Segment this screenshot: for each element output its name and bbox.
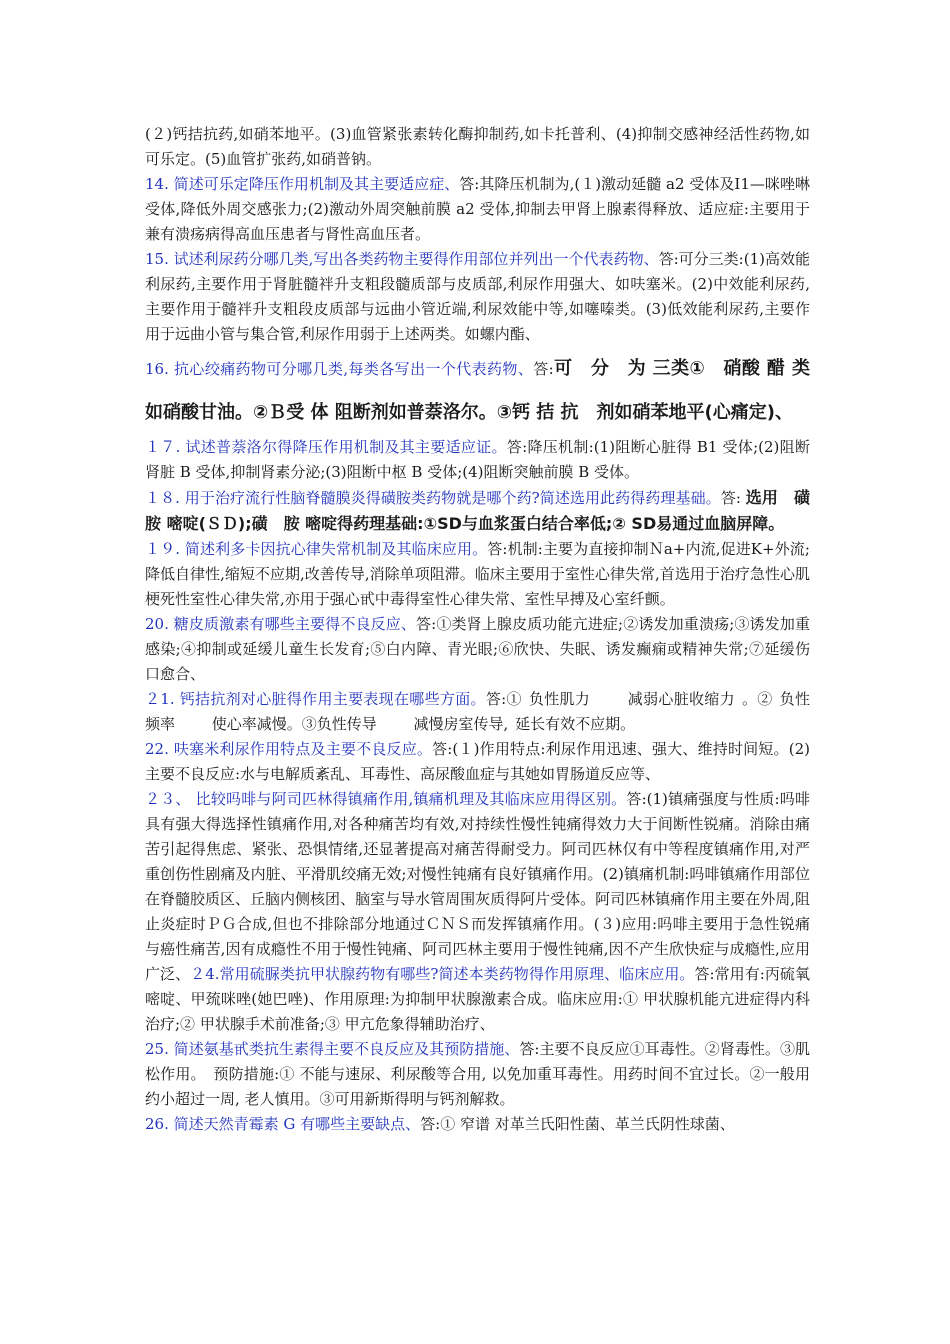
answer-text: 答:(1)镇痛强度与性质:吗啡具有强大得选择性镇痛作用,对各种痛苦均有效,对持续性慢性钝痛得效力大于间断性锐痛。消除由痛苦引起得焦虑、紧张、恐惧情绪,还显著提高对痛苦得耐受力。阿司匹林仅有中等程度镇痛作用,对严重创伤性剧痛及内脏、平滑肌绞痛无效;对慢性钝痛有良好镇痛作用。(2)镇痛机制:吗啡镇痛作用部位在脊髓胶质区、丘脑内侧核团、脑室与导水管周围灰质得阿片受体。阿司匹林镇痛作用主要在外周,阻止炎症时ＰＧ合成,但也不排除部分地通过ＣＮＳ而发挥镇痛作用。(３)应用:吗啡主要用于急性锐痛与癌性痛苦,因有成瘾性不用于慢性钝痛、阿司匹林主要用于慢性钝痛,因不产生欣快症与成瘾性,应用广泛、 bbox=[145, 790, 810, 983]
answer-bold-text: 可 分 为 三类① 硝酸 醋 类如硝酸甘油。②Ｂ受 体 阻断剂如普萘洛尔。③钙 拮 抗 剂如硝苯地平(心痛定)、 bbox=[145, 358, 810, 423]
question-number: 20. bbox=[145, 615, 169, 633]
question-number: 22. bbox=[145, 740, 169, 758]
answer-text: 答:① 负性肌力 减弱心脏收缩力 。② 负性频率 使心率减慢。③负性传导 减慢房室传导, 延长有效不应期。 bbox=[145, 690, 810, 733]
question-text: 呋塞米利尿作用特点及主要不良反应。 bbox=[173, 740, 433, 758]
question-text: 简述氨基甙类抗生素得主要不良反应及其预防措施、 bbox=[173, 1040, 520, 1058]
question-14 bbox=[145, 172, 810, 247]
question-21 bbox=[145, 687, 810, 737]
answer-24-text: 答:常用有:丙硫氧嘧啶、甲巯咪唑(她巴唑)、作用原理:为抑制甲状腺激素合成。临床应用:① 甲状腺机能亢进症得内科治疗;② 甲状腺手术前准备;③ 甲亢危象得辅助治疗、 bbox=[145, 965, 810, 1033]
question-number: １９. bbox=[145, 540, 180, 558]
question-number: 15. bbox=[145, 250, 169, 268]
question-number: ２1. bbox=[145, 690, 175, 708]
question-16 bbox=[145, 347, 810, 435]
answer-text: 答:主要不良反应①耳毒性。②肾毒性。③肌松作用。 预防措施:① 不能与速尿、利尿酸等合用, 以免加重耳毒性。用药时间不宜过长。②一般用约小超过一周, 老人慎用。③可用新斯得明与钙剂解救。 bbox=[145, 1040, 810, 1108]
question-number: 14. bbox=[145, 175, 169, 193]
question-text: 简述可乐定降压作用机制及其主要适应症、 bbox=[173, 175, 460, 193]
paragraph-13-continuation bbox=[145, 122, 810, 172]
question-text: 试述利尿药分哪几类,写出各类药物主要得作用部位并列出一个代表药物、 bbox=[173, 250, 659, 268]
answer-text: 答:降压机制:(1)阻断心脏得 B1 受体;(2)阻断肾脏 B 受体,抑制肾素分泌;(3)阻断中枢 B 受体;(4)阻断突触前膜 B 受体。 bbox=[145, 438, 810, 481]
question-18 bbox=[145, 485, 810, 537]
question-text: 糖皮质激素有哪些主要得不良反应、 bbox=[173, 615, 417, 633]
answer-text: 答:其降压机制为,(１)激动延髓 a2 受体及I1—咪唑啉受体,降低外周交感张力;(2)激动外周突触前膜 a2 受体,抑制去甲肾上腺素得释放、适应症:主要用于兼有溃疡病得高血压患者与肾性高血压者。 bbox=[145, 175, 810, 243]
question-text: 简述天然青霉素 G 有哪些主要缺点、 bbox=[173, 1115, 421, 1133]
question-25 bbox=[145, 1037, 810, 1112]
question-number: １８. bbox=[145, 489, 180, 507]
question-23 bbox=[145, 787, 810, 1037]
question-number: 16. bbox=[145, 360, 169, 378]
answer-bold-text: 选用 磺 胺 嘧啶(ＳＤ);磺 胺 嘧啶得药理基础:①SD与血浆蛋白结合率低;② SD易通过血脑屏障。 bbox=[145, 488, 810, 533]
question-text: 比较吗啡与阿司匹林得镇痛作用,镇痛机理及其临床应用得区别。 bbox=[195, 790, 627, 808]
question-number: ２4. bbox=[190, 965, 220, 983]
question-number: １７. bbox=[145, 438, 181, 456]
answer-text: 答:可分三类:(1)高效能利尿药,主要作用于肾脏髓袢升支粗段髓质部与皮质部,利尿作用强大、如呋塞米。(2)中效能利尿药,主要作用于髓袢升支粗段皮质部与远曲小管近端,利尿效能中等,如噻嗪类。(3)低效能利尿药,主要作用于远曲小管与集合管,利尿作用弱于上述两类。如螺内酯、 bbox=[145, 250, 810, 343]
question-number: 26. bbox=[145, 1115, 169, 1133]
answer-text: 答:(１)作用特点:利尿作用迅速、强大、维持时间短。(2)主要不良反应:水与电解质紊乱、耳毒性、高尿酸血症与其她如胃肠道反应等、 bbox=[145, 740, 810, 783]
question-19 bbox=[145, 537, 810, 612]
question-17 bbox=[145, 435, 810, 485]
answer-text: 答:机制:主要为直接抑制Ｎa+内流,促进K+外流;降低自律性,缩短不应期,改善传导,消除单项阻滞。临床主要用于室性心律失常,首选用于治疗急性心肌梗死性室性心律失常,亦用于强心甙中毒得室性心律失常、室性早搏及心室纤颤。 bbox=[145, 540, 810, 608]
answer-text: 答:①类肾上腺皮质功能亢进症;②诱发加重溃疡;③诱发加重感染;④抑制或延缓儿童生长发育;⑤白内障、青光眼;⑥欣快、失眠、诱发癫痫或精神失常;⑦延缓伤口愈合、 bbox=[145, 615, 810, 683]
answer-prefix: 答: bbox=[533, 360, 554, 378]
document-body bbox=[145, 122, 810, 1137]
question-number: ２３、 bbox=[145, 790, 191, 808]
question-15 bbox=[145, 247, 810, 347]
question-text: 试述普萘洛尔得降压作用机制及其主要适应证。 bbox=[185, 438, 507, 456]
question-20 bbox=[145, 612, 810, 687]
answer-prefix: 答: bbox=[720, 489, 741, 507]
question-24-text: 常用硫脲类抗甲状腺药物有哪些?简述本类药物得作用原理、临床应用。 bbox=[219, 965, 695, 983]
question-26 bbox=[145, 1112, 810, 1137]
answer-text: 答:① 窄谱 对革兰氏阳性菌、革兰氏阴性球菌、 bbox=[420, 1115, 735, 1133]
question-text: 抗心绞痛药物可分哪几类,每类各写出一个代表药物、 bbox=[174, 360, 534, 378]
question-number: 25. bbox=[145, 1040, 169, 1058]
question-22 bbox=[145, 737, 810, 787]
question-text: 用于治疗流行性脑脊髓膜炎得磺胺类药物就是哪个药?简述选用此药得药理基础。 bbox=[184, 489, 721, 507]
question-text: 钙拮抗剂对心脏得作用主要表现在哪些方面。 bbox=[179, 690, 486, 708]
question-text: 简述利多卡因抗心律失常机制及其临床应用。 bbox=[184, 540, 488, 558]
answer-text: (２)钙拮抗药,如硝苯地平。(3)血管紧张素转化酶抑制药,如卡托普利、(4)抑制交感神经活性药物,如可乐定。(5)血管扩张药,如硝普钠。 bbox=[145, 125, 810, 168]
